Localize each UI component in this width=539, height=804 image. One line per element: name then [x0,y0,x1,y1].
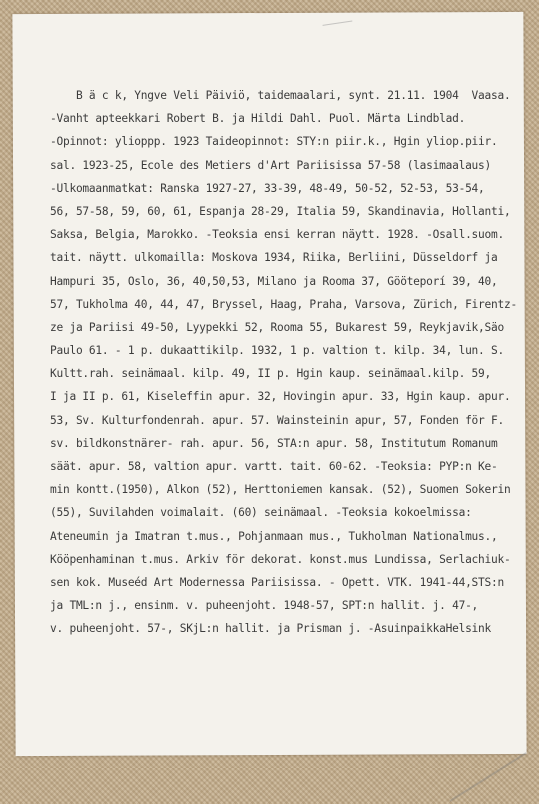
text-line: Ateneumin ja Imatran t.mus., Pohjanmaan mus., Tukholman Nationalmus., [50,529,498,543]
text-line: tait. näytt. ulkomailla: Moskova 1934, Riika, Berliini, Düsseldorf ja [50,251,498,265]
text-line: (55), Suvilahden voimalait. (60) seinämaal. -Teoksia kokoelmissa: [50,506,472,520]
text-line: Saksa, Belgia, Marokko. -Teoksia ensi kerran näytt. 1928. -Osall.suom. [50,228,504,242]
text-line: -Opinnot: ylioppp. 1923 Taideopinnot: STY:n piir.k., Hgin yliop.piir. [50,135,498,149]
text-line: B ä c k, Yngve Veli Päiviö, taidemaalari, synt. 21.11. 1904 Vaasa. [50,89,511,102]
corner-fold-line [449,752,526,802]
text-line: Paulo 61. - 1 p. dukaattikilp. 1932, 1 p. valtion t. kilp. 34, lun. S. [50,344,504,358]
text-line: 57, Tukholma 40, 44, 47, Bryssel, Haag, Praha, Varsova, Zürich, Firentz- [50,297,517,311]
text-line: ja TML:n j., ensinm. v. puheenjoht. 1948-57, SPT:n hallit. j. 47-, [50,599,479,613]
text-line: I ja II p. 61, Kiseleffin apur. 32, Hovingin apur. 33, Hgin kaup. apur. [50,390,511,404]
text-line: Kööpenhaminan t.mus. Arkiv för dekorat. konst.mus Lundissa, Serlachiuk- [50,552,511,566]
text-line: -Vanht apteekkari Robert B. ja Hildi Dahl. Puol. Märta Lindblad. [50,112,466,126]
text-line: säät. apur. 58, valtion apur. vartt. tait. 60-62. -Teoksia: PYP:n Ke- [50,460,498,473]
text-line: sv. bildkonstnärer- rah. apur. 56, STA:n apur. 58, Institutum Romanum [50,436,498,450]
text-line: -Ulkomaanmatkat: Ranska 1927-27, 33-39, 48-49, 50-52, 52-53, 53-54, [50,181,485,195]
text-line: min kontt.(1950), Alkon (52), Herttoniemen kansak. (52), Suomen Sokerin [50,483,511,497]
text-line: Kultt.rah. seinämaal. kilp. 49, II p. Hgin kaup. seinämaal.kilp. 59, [50,367,492,381]
text-line: v. puheenjoht. 57-, SKjL:n hallit. ja Prisman j. -AsuinpaikkaHelsink [50,622,492,636]
text-line: 56, 57-58, 59, 60, 61, Espanja 28-29, Italia 59, Skandinavia, Hollanti, [50,204,511,218]
text-line: ze ja Pariisi 49-50, Lyypekki 52, Rooma 55, Bukarest 59, Reykjavik,Säo [50,320,504,334]
text-line: 53, Sv. Kulturfondenrah. apur. 57. Wainsteinin apur, 57, Fonden för F. [50,413,504,427]
text-line: Hampuri 35, Oslo, 36, 40,50,53, Milano ja Rooma 37, Gööteporí 39, 40, [50,274,498,288]
text-line: sal. 1923-25, Ecole des Metiers d'Art Pariisissa 57-58 (lasimaalaus) [50,158,492,172]
paper-crease [323,21,353,26]
biography-text-block [50,84,528,641]
text-line: sen kok. Museéd Art Modernessa Pariisissa. - Opett. VTK. 1941-44,STS:n [50,575,504,589]
